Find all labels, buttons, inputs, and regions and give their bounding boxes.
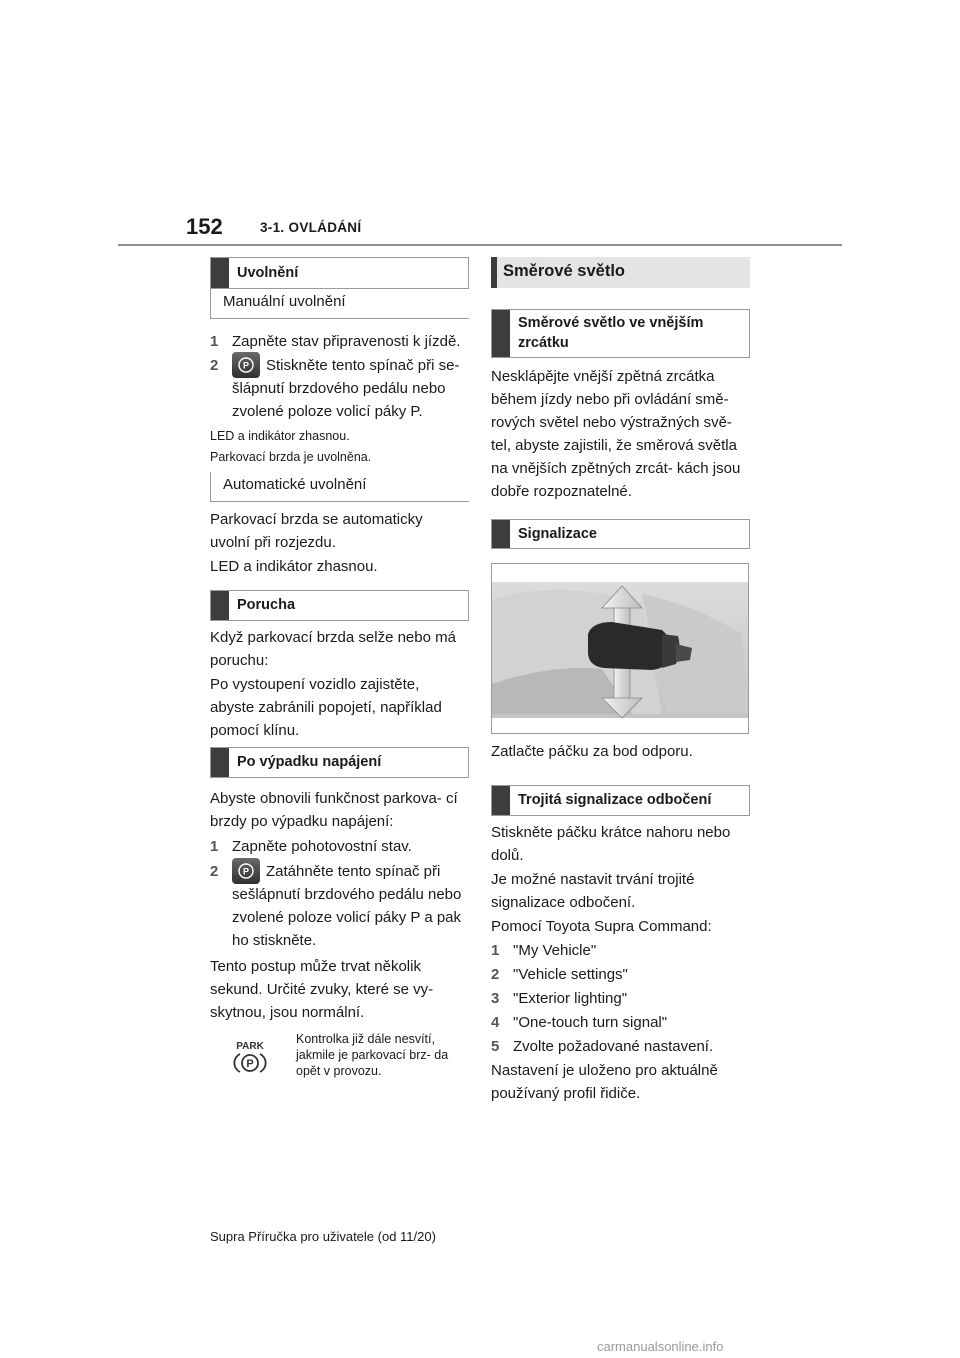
mirror-text: Nesklápějte vnější zpětná zrcátka během jízdy nebo při ovládání smě- rových světel nebo výstražných svě- tel, abyste zajistili, že směrová světla na vnějších zpětných zrcát- kách jsou dobře rozpoznatelné. (491, 368, 741, 500)
step-text: Zvolte požadované nastavení. (513, 1038, 714, 1055)
turn-lever-illustration (491, 563, 749, 734)
step-text: Zatáhněte tento spínač při sešlápnutí brzdového pedálu nebo zvolené poloze volicí páky P a pak ho stiskněte. (232, 863, 462, 949)
watermark[interactable]: carmanualsonline.info (597, 1339, 724, 1354)
subheading-signal (491, 519, 750, 549)
auto-led-text: LED a indikátor zhasnou. (210, 558, 378, 575)
step-number: 2 (210, 863, 219, 880)
step-text: Stiskněte tento spínač při se- šlápnutí brzdového pedálu nebo zvolené poloze volicí páky P. (232, 357, 460, 420)
power-text-2: Tento postup může trvat několik sekund. Určité zvuky, které se vy- skytnou, jsou normální. (210, 958, 434, 1021)
power-text: Abyste obnovili funkčnost parkova- cí brzdy po výpadku napájení: (210, 790, 458, 830)
heading-turn-signal (491, 257, 750, 288)
step-number: 2 (210, 357, 219, 374)
heading-fault (210, 590, 469, 621)
note-led-off: LED a indikátor zhasnou. (210, 429, 350, 443)
step-number: 1 (491, 942, 500, 959)
subheading-mirror-label: Směrové světlo ve vnějším zrcátku (518, 315, 704, 351)
step-text: "Exterior lighting" (513, 990, 628, 1007)
subheading-signal-label: Signalizace (518, 526, 597, 542)
note-brake-released: Parkovací brzda je uvolněna. (210, 450, 372, 464)
park-indicator-icon (232, 1041, 268, 1075)
step-text: Zapněte pohotovostní stav. (232, 838, 412, 855)
svg-text:P: P (242, 360, 250, 371)
step-number: 1 (210, 838, 219, 855)
subheading-manual-label: Manuální uvolnění (223, 293, 346, 310)
heading-bar (492, 520, 510, 548)
park-note: Kontrolka již dále nesvítí, jakmile je parkovací brz- da opět v provozu. (296, 1032, 449, 1078)
heading-bar (211, 591, 229, 620)
park-label: PARK (236, 1041, 264, 1052)
footer-text: Supra Příručka pro uživatele (od 11/20) (210, 1229, 436, 1244)
subheading-triple (491, 785, 750, 816)
step-text: "One-touch turn signal" (513, 1014, 668, 1031)
triple-text-3: Pomocí Toyota Supra Command: (491, 918, 712, 935)
list-item (210, 354, 472, 426)
header-rule (118, 244, 842, 246)
heading-turn-signal-label: Směrové světlo (503, 262, 625, 280)
svg-text:P: P (246, 1058, 254, 1070)
fault-text: Když parkovací brzda selže nebo má poruchu: (210, 629, 456, 669)
section-title: 3-1. OVLÁDÁNÍ (260, 220, 362, 235)
heading-release-label: Uvolnění (237, 265, 299, 281)
heading-power-label: Po výpadku napájení (237, 754, 382, 770)
subheading-auto (210, 472, 469, 502)
step-number: 5 (491, 1038, 500, 1055)
step-number: 4 (491, 1014, 500, 1031)
fault-text-2: Po vystoupení vozidlo zajistěte, abyste zabránili popojetí, například pomocí klínu. (210, 676, 442, 739)
step-number: 2 (491, 966, 500, 983)
heading-bar (491, 257, 497, 288)
heading-bar (492, 310, 510, 357)
heading-bar (492, 786, 510, 815)
signal-text: Zatlačte páčku za bod odporu. (491, 743, 693, 760)
heading-fault-label: Porucha (237, 597, 296, 613)
list-item (210, 860, 472, 956)
subheading-manual (210, 289, 469, 319)
heading-release (210, 257, 469, 289)
auto-release-text: Parkovací brzda se automaticky uvolní při rozjezdu. (210, 511, 423, 551)
heading-power (210, 747, 469, 778)
page-number: 152 (186, 214, 223, 239)
step-number: 1 (210, 333, 219, 350)
step-text: "Vehicle settings" (513, 966, 628, 983)
svg-text:P: P (242, 866, 250, 877)
subheading-triple-label: Trojitá signalizace odbočení (518, 792, 712, 808)
step-text: Zapněte stav připravenosti k jízdě. (232, 333, 461, 350)
step-number: 3 (491, 990, 500, 1007)
heading-bar (211, 748, 229, 777)
step-text: "My Vehicle" (513, 942, 597, 959)
triple-text-2: Je možné nastavit trvání trojité signalizace odbočení. (491, 871, 695, 911)
triple-text: Stiskněte páčku krátce nahoru nebo dolů. (491, 824, 731, 864)
subheading-auto-label: Automatické uvolnění (223, 476, 367, 493)
subheading-mirror (491, 309, 750, 358)
heading-bar (211, 258, 229, 288)
final-text: Nastavení je uloženo pro aktuálně používaný profil řidiče. (491, 1062, 718, 1102)
